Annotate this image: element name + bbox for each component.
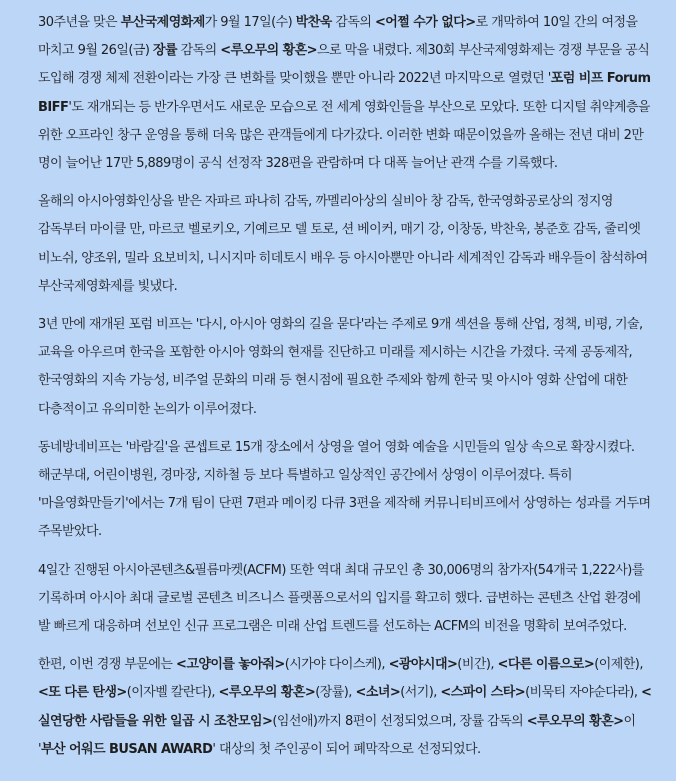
body-text: 가 9월 17일(수)	[204, 15, 296, 30]
emphasis-text: <다른 이름으로>	[497, 657, 595, 673]
emphasis-text: <루오무의 황혼>	[220, 43, 317, 59]
paragraph-acfm	[38, 557, 654, 642]
emphasis-text: <소녀>	[355, 685, 401, 701]
body-text: 3년 만에 재개된 포럼 비프는 '다시, 아시아 영화의 길을 묻다'라는 주제로 9개 섹션을 통해 산업, 정책, 비평, 기술, 교육을 아우르며 한국을 포함한 아시아 영화의 현재를 진단하고 미래를 제시하는 시간을 가졌다. 국제 공동제작, 한국영화의 지속 가능성, 비주얼 문화의 미래 등 현시점에 필요한 주제와 함께 한국 및 아시아 영화 산업에 대한 다층적이고 유의미한 논의가 이루어졌다.	[38, 317, 643, 417]
body-text: 이 '	[38, 713, 636, 757]
body-text: (이자벨 칼란다),	[126, 685, 219, 701]
body-text: (임선애)까지 8편이 선정되었으며, 장률 감독의	[272, 713, 527, 729]
emphasis-text: 박찬욱	[295, 15, 332, 30]
emphasis-text: <어쩔 수가 없다>	[374, 15, 476, 30]
body-text: (장률),	[315, 685, 356, 701]
paragraph-competition	[38, 651, 654, 764]
paragraph-festival-overview	[38, 9, 654, 178]
emphasis-text: <스파이 스타>	[440, 685, 526, 701]
body-text: (이제한),	[594, 657, 643, 673]
emphasis-text: <루오무의 황혼>	[218, 685, 316, 701]
body-text: 감독의	[177, 43, 221, 59]
body-text: 한편, 이번 경쟁 부문에는	[38, 657, 176, 673]
body-text: (서기),	[400, 685, 441, 701]
body-text: '도 재개되는 등 반가우면서도 새로운 모습으로 전 세계 영화인들을 부산으로 모았다. 또한 디지털 취약계층을 위한 오프라인 창구 운영을 통해 더욱 많은 관객들에게 다가갔다. 이러한 변화 때문이었을까 올해는 전년 대비 2만 명이 늘어난 17만 5,889명이 공식 선정작 328편을 관람하며 다 대폭 늘어난 관객 수를 기록했다.	[38, 99, 650, 172]
body-text: ' 대상의 첫 주인공이 되어 폐막작으로 선정되었다.	[212, 741, 481, 757]
body-text: 감독의	[331, 15, 375, 30]
body-text: 동네방네비프는 '바람길'을 콘셉트로 15개 장소에서 상영을 열어 영화 예술을 시민들의 일상 속으로 확장시켰다. 해군부대, 어린이병원, 경마장, 지하철 등 보다 특별하고 일상적인 공간에서 상영이 이루어졌다. 특히 '마을영화만들기'에서는 7개 팀이 단편 7편과 메이킹 다큐 3편을 제작해 커뮤니티비프에서 상영하는 성과를 거두며 주목받았다.	[38, 439, 651, 540]
emphasis-text: <고양이를 놓아줘>	[176, 657, 285, 673]
body-text: 로 개막하여 10일 간의 여정을 마치고 9월 26일(금)	[38, 15, 638, 59]
paragraph-guests	[38, 188, 654, 301]
body-text: 으로 막을 내렸다. 제30회 부산국제영화제는 경쟁 부문을 공식 도입해 경쟁 체제 전환이라는 가장 큰 변화를 맞이했을 뿐만 아니라 2022년 마지막으로 열렸던 '	[38, 43, 650, 87]
emphasis-text: 부산국제영화제	[120, 15, 205, 30]
body-text: (비간),	[457, 657, 498, 673]
body-text: (비묵티 자야순다라),	[525, 685, 641, 701]
body-text: 30주년을 맞은	[38, 15, 121, 30]
emphasis-text: 장률	[153, 43, 178, 59]
paragraph-forum-biff	[38, 311, 654, 424]
emphasis-text: <루오무의 황혼>	[526, 713, 624, 729]
body-text: (시가야 다이스케),	[284, 657, 389, 673]
body-text: 4일간 진행된 아시아콘텐츠&필름마켓(ACFM) 또한 역대 최대 규모인 총 30,006명의 참가자(54개국 1,222사)를 기록하며 아시아 최대 글로벌 콘텐츠 비즈니스 플랫폼으로서의 입지를 확고히 했다. 급변하는 콘텐츠 산업 환경에 발 빠르게 대응하며 선보인 신규 프로그램은 미래 산업 트렌드를 선도하는 ACFM의 비전을 명확히 보여주었다.	[38, 562, 644, 635]
emphasis-text: 포럼 비프 Forum BIFF	[38, 71, 651, 115]
paragraph-community-biff	[38, 434, 654, 547]
emphasis-text: <광야시대>	[388, 657, 458, 673]
emphasis-text: <또 다른 탄생>	[38, 685, 127, 701]
emphasis-text: <실연당한 사람들을 위한 일곱 시 조찬모임>	[38, 685, 652, 729]
body-text: 올해의 아시아영화인상을 받은 자파르 파나히 감독, 까멜리아상의 실비아 창 감독, 한국영화공로상의 정지영 감독부터 마이클 만, 마르코 벨로키오, 기예르모 델 토로, 션 베이커, 매기 강, 이창동, 박찬욱, 봉준호 감독, 줄리엣 비노쉬, 양조위, 밀라 요보비치, 니시지마 히데토시 배우 등 아시아뿐만 아니라 세계적인 감독과 배우들이 참석하여 부산국제영화제를 빛냈다.	[38, 194, 648, 294]
emphasis-text: 부산 어워드 BUSAN AWARD	[41, 741, 213, 757]
